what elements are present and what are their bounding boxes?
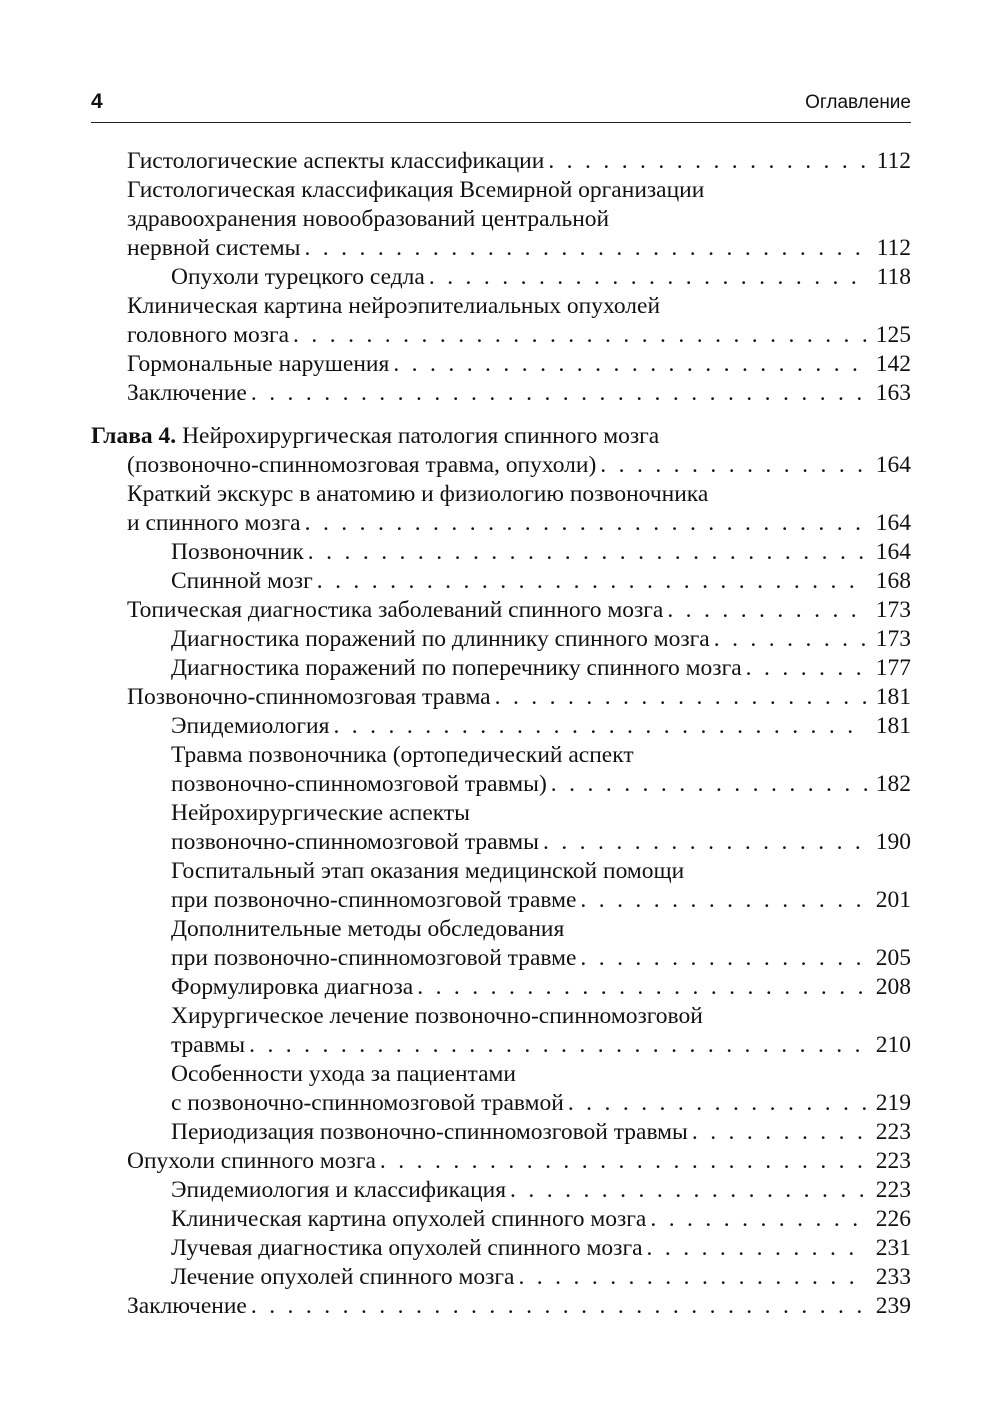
toc-page-number: 112 bbox=[876, 235, 911, 261]
toc-page-number: 233 bbox=[875, 1264, 911, 1290]
section-title: Оглавление bbox=[805, 92, 911, 113]
toc-entry-line: здравоохранения новообразований центральной bbox=[127, 206, 610, 232]
toc-page-number: 112 bbox=[876, 148, 911, 174]
toc-entry[interactable]: позвоночно-спинномозговой травмы) . . . 182 bbox=[91, 770, 911, 799]
toc-page-number: 181 bbox=[875, 713, 911, 739]
toc-entry[interactable]: Заключение . . . 163 bbox=[91, 379, 911, 408]
toc-page-number: 164 bbox=[875, 539, 911, 565]
toc-page-number: 164 bbox=[875, 452, 911, 478]
toc-page-number: 219 bbox=[875, 1090, 911, 1116]
toc-entry[interactable]: Гистологические аспекты классификации . . . 112 bbox=[91, 147, 911, 176]
toc-page-number: 210 bbox=[875, 1032, 911, 1058]
toc-entry[interactable]: Диагностика поражений по длиннику спинного мозга . . . 173 bbox=[91, 625, 911, 654]
toc-entry[interactable]: с позвоночно-спинномозговой травмой . . . 219 bbox=[91, 1089, 911, 1118]
toc-page-number: 125 bbox=[875, 322, 911, 348]
toc-entry[interactable]: Топическая диагностика заболеваний спинного мозга . . . 173 bbox=[91, 596, 911, 625]
toc-page-number: 142 bbox=[875, 351, 911, 377]
toc-page-number: 223 bbox=[875, 1119, 911, 1145]
toc-entry[interactable]: при позвоночно-спинномозговой травме . . . 201 bbox=[91, 886, 911, 915]
toc-entry[interactable]: Периодизация позвоночно-спинномозговой травмы . . . 223 bbox=[91, 1118, 911, 1147]
toc-entry[interactable]: Позвоночник . . . 164 bbox=[91, 538, 911, 567]
toc-page-number: 231 bbox=[875, 1235, 911, 1261]
toc-entry-line: Нейрохирургические аспекты bbox=[171, 800, 470, 826]
toc-page-number: 163 bbox=[875, 380, 911, 406]
toc-entry[interactable]: позвоночно-спинномозговой травмы . . . 190 bbox=[91, 828, 911, 857]
toc-entry[interactable]: Опухоли спинного мозга . . . 223 bbox=[91, 1147, 911, 1176]
running-header bbox=[91, 88, 911, 123]
toc-entry[interactable]: при позвоночно-спинномозговой травме . . . 205 bbox=[91, 944, 911, 973]
toc-page-number: 239 bbox=[875, 1293, 911, 1319]
toc-entry[interactable]: Заключение . . . 239 bbox=[91, 1292, 911, 1321]
toc-entry[interactable]: Позвоночно-спинномозговая травма . . . 181 bbox=[91, 683, 911, 712]
toc-page-number: 164 bbox=[875, 510, 911, 536]
toc-entry-line: Дополнительные методы обследования bbox=[171, 916, 565, 942]
chapter-spacer bbox=[91, 408, 911, 422]
toc-page-number: 190 bbox=[875, 829, 911, 855]
toc-entry[interactable]: (позвоночно-спинномозговая травма, опухоли) . . . 164 bbox=[91, 451, 911, 480]
toc-entry[interactable]: Спинной мозг . . . 168 bbox=[91, 567, 911, 596]
toc-entry-line: Хирургическое лечение позвоночно-спинномозговой bbox=[171, 1003, 703, 1029]
toc-entry-line: Особенности ухода за пациентами bbox=[171, 1061, 516, 1087]
page-number: 4 bbox=[91, 90, 103, 113]
toc-entry[interactable]: Лучевая диагностика опухолей спинного мозга . . . 231 bbox=[91, 1234, 911, 1263]
toc-entry-line: Госпитальный этап оказания медицинской помощи bbox=[171, 858, 685, 884]
toc-page-number: 205 bbox=[875, 945, 911, 971]
toc-entry-line: Клиническая картина нейроэпителиальных опухолей bbox=[127, 293, 661, 319]
toc-page-number: 208 bbox=[875, 974, 911, 1000]
table-of-contents bbox=[91, 147, 911, 1321]
toc-page-number: 226 bbox=[875, 1206, 911, 1232]
toc-entry[interactable]: и спинного мозга . . . 164 bbox=[91, 509, 911, 538]
toc-page-number: 173 bbox=[875, 597, 911, 623]
toc-entry[interactable]: Опухоли турецкого седла . . . 118 bbox=[91, 263, 911, 292]
toc-page-number: 168 bbox=[875, 568, 911, 594]
toc-entry[interactable]: травмы . . . 210 bbox=[91, 1031, 911, 1060]
toc-entry-line: Травма позвоночника (ортопедический аспект bbox=[171, 742, 634, 768]
toc-page-number: 223 bbox=[875, 1148, 911, 1174]
toc-page-number: 177 bbox=[875, 655, 911, 681]
toc-page-number: 201 bbox=[875, 887, 911, 913]
toc-page-number: 181 bbox=[875, 684, 911, 710]
toc-entry[interactable]: Эпидемиология и классификация . . . 223 bbox=[91, 1176, 911, 1205]
toc-page-number: 223 bbox=[875, 1177, 911, 1203]
toc-entry-line: Гистологическая классификация Всемирной организации bbox=[127, 177, 705, 203]
toc-page-number: 173 bbox=[875, 626, 911, 652]
toc-entry[interactable]: Гормональные нарушения . . . 142 bbox=[91, 350, 911, 379]
chapter-heading[interactable]: Глава 4. Нейрохирургическая патология спинного мозга bbox=[91, 423, 660, 449]
toc-entry[interactable]: Клиническая картина опухолей спинного мозга . . . 226 bbox=[91, 1205, 911, 1234]
toc-page-number: 182 bbox=[875, 771, 911, 797]
toc-entry[interactable]: Эпидемиология . . . 181 bbox=[91, 712, 911, 741]
toc-entry[interactable]: Лечение опухолей спинного мозга . . . 233 bbox=[91, 1263, 911, 1292]
toc-entry-line: Краткий экскурс в анатомию и физиологию позвоночника bbox=[127, 481, 709, 507]
toc-page-number: 118 bbox=[876, 264, 911, 290]
chapter-label: Глава 4. bbox=[91, 423, 177, 449]
toc-entry[interactable]: нервной системы . . . 112 bbox=[91, 234, 911, 263]
toc-entry[interactable]: Формулировка диагноза . . . 208 bbox=[91, 973, 911, 1002]
toc-entry[interactable]: Диагностика поражений по поперечнику спинного мозга . . . 177 bbox=[91, 654, 911, 683]
toc-entry[interactable]: головного мозга . . . 125 bbox=[91, 321, 911, 350]
